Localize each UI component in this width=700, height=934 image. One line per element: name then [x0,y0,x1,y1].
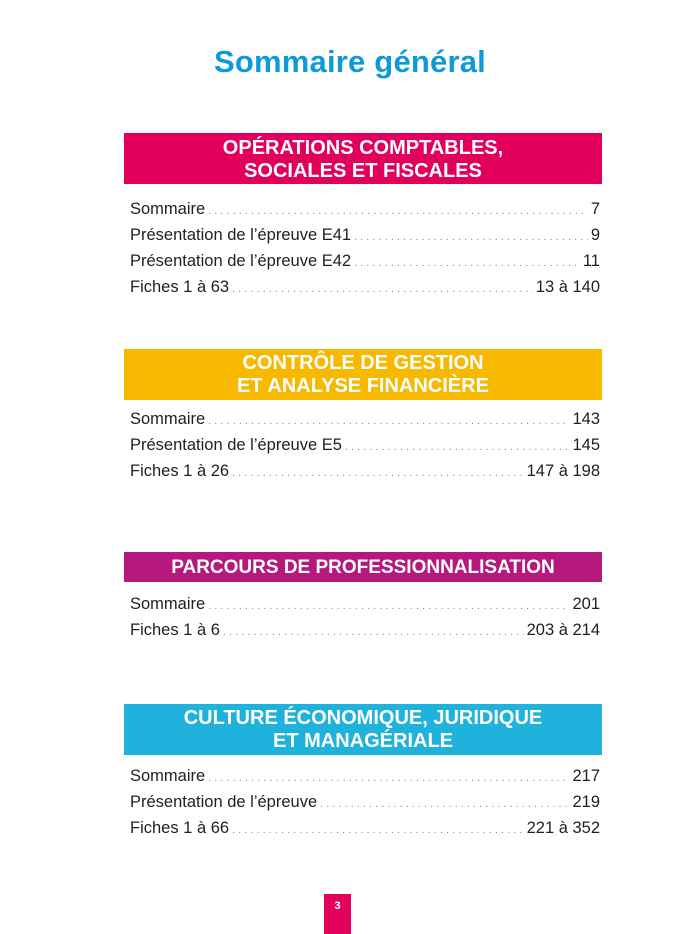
toc-entry-label: Sommaire [130,767,206,785]
dot-leader [208,204,588,218]
toc-entry-label: Fiches 1 à 63 [130,278,230,296]
toc-list [130,406,600,484]
toc-entry-page: 201 [572,595,600,613]
toc-entry[interactable] [130,617,600,643]
toc-entry[interactable] [130,222,600,248]
section-heading-line: ET MANAGÉRIALE [273,729,453,752]
section-heading-line: SOCIALES ET FISCALES [244,159,482,182]
toc-entry-page: 219 [572,793,600,811]
dot-leader [232,823,524,837]
toc-entry[interactable] [130,591,600,617]
section-heading-line: CULTURE ÉCONOMIQUE, JURIDIQUE [183,706,543,729]
section-operations-comptables [124,133,602,296]
section-heading [124,349,602,400]
toc-entry-page: 221 à 352 [526,819,600,837]
page-title: Sommaire général [214,44,486,79]
toc-entry[interactable] [130,432,600,458]
toc-entry-page: 7 [590,200,600,218]
section-parcours-professionnalisation [124,552,602,639]
toc-entry[interactable] [130,458,600,484]
section-heading-line: CONTRÔLE DE GESTION [242,351,484,374]
dot-leader [223,625,524,639]
section-controle-de-gestion [124,349,602,480]
toc-entry-label: Sommaire [130,200,206,218]
section-heading-line: PARCOURS DE PROFESSIONNALISATION [171,556,555,578]
toc-entry-page: 145 [572,436,600,454]
toc-entry[interactable] [130,196,600,222]
toc-entry-label: Sommaire [130,595,206,613]
dot-leader [232,282,533,296]
toc-entry-page: 9 [590,226,600,244]
toc-entry-page: 11 [582,252,600,270]
toc-entry-label: Fiches 1 à 66 [130,819,230,837]
toc-entry-label: Fiches 1 à 6 [130,621,220,639]
dot-leader [320,797,569,811]
toc-entry[interactable] [130,406,600,432]
toc-entry-page: 203 à 214 [526,621,600,639]
dot-leader [232,466,524,480]
toc-entry-page: 147 à 198 [526,462,600,480]
toc-entry[interactable] [130,274,600,300]
toc-entry-label: Présentation de l’épreuve E41 [130,226,352,244]
toc-entry-label: Présentation de l’épreuve E42 [130,252,352,270]
toc-entry-label: Fiches 1 à 26 [130,462,230,480]
toc-entry-label: Présentation de l’épreuve [130,793,318,811]
toc-entry-page: 13 à 140 [535,278,600,296]
section-heading [124,133,602,184]
dot-leader [354,230,588,244]
toc-list [130,591,600,643]
toc-entry-label: Présentation de l’épreuve E5 [130,436,342,454]
toc-entry[interactable] [130,248,600,274]
section-culture-economique [124,704,602,837]
dot-leader [208,771,569,785]
dot-leader [208,414,569,428]
toc-entry-label: Sommaire [130,410,206,428]
dot-leader [208,599,569,613]
toc-list [130,763,600,841]
section-heading-line: OPÉRATIONS COMPTABLES, [222,136,504,159]
toc-entry[interactable] [130,763,600,789]
toc-entry-page: 217 [572,767,600,785]
section-heading-line: ET ANALYSE FINANCIÈRE [237,374,489,397]
toc-entry[interactable] [130,789,600,815]
dot-leader [345,440,570,454]
section-heading [124,704,602,755]
page-number: 3 [324,894,351,934]
toc-list [130,196,600,300]
section-heading [124,552,602,582]
dot-leader [354,256,580,270]
toc-entry[interactable] [130,815,600,841]
toc-entry-page: 143 [572,410,600,428]
